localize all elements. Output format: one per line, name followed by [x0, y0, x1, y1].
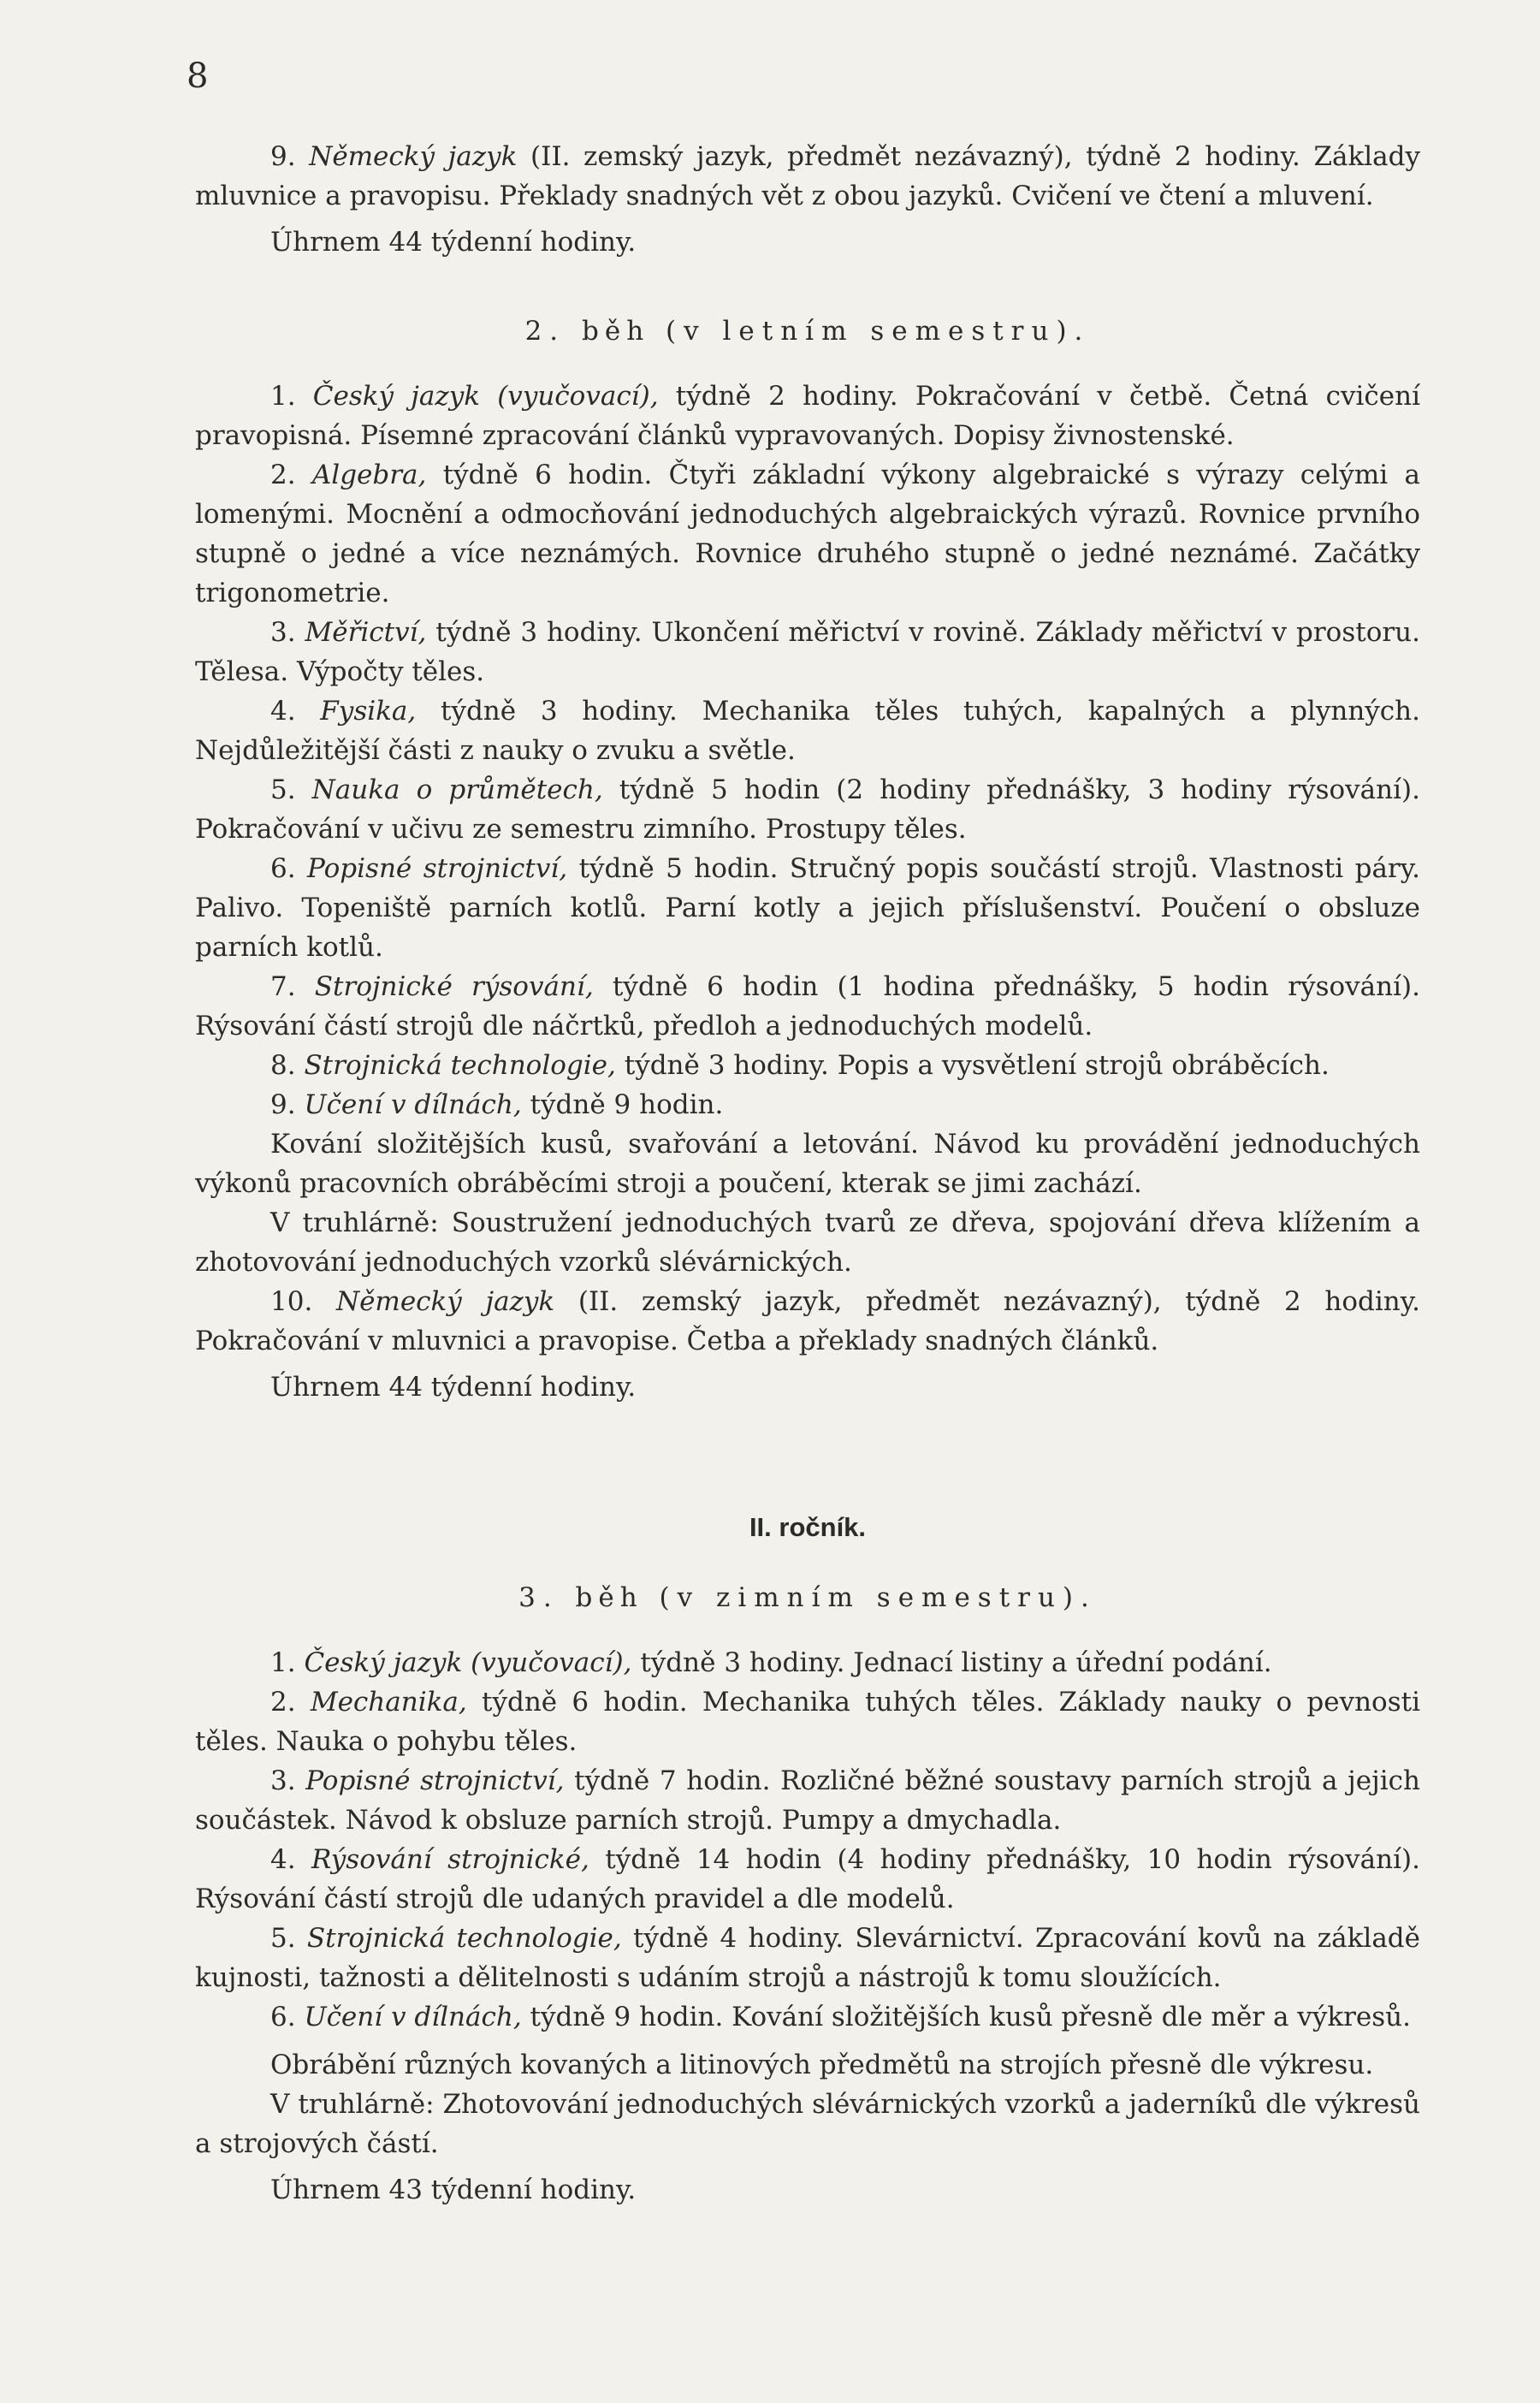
paragraph-sec2-item-2: [195, 455, 1420, 613]
paragraph-carpentry-2: V truhlárně: Zhotovování jednoduchých slévárnických vzorků a jaderníků dle výkresů a strojových částí.: [195, 2089, 1420, 2159]
subject-name: Nauka o průmětech,: [311, 774, 603, 805]
subject-name: Mechanika,: [310, 1687, 467, 1718]
subject-name: Český jazyk (vyučovací),: [312, 381, 659, 412]
item-text: týdně 7 hodin. Rozličné běžné soustavy parních strojů a jejich součástek. Návod k obsluze parních strojů. Pumpy a dmychadla.: [195, 1765, 1420, 1836]
subject-name: Učení v dílnách,: [304, 2002, 522, 2032]
item-text: týdně 6 hodin. Čtyři základní výkony algebraické s výrazy celými a lomenými. Mocnění a odmocňování jednoduchých algebraických výrazů. Rovnice prvního stupně o jedné a více neznámých. Rovnice druhého stupně o jedné neznámé. Začátky trigonometrie.: [195, 460, 1420, 608]
item-number: 7.: [270, 971, 315, 1002]
item-text: (II. zemský jazyk, předmět nezávazný), týdně 2 hodiny. Pokračování v mluvnici a pravopise. Četba a překlady snadných článků.: [195, 1286, 1421, 1356]
subject-name: Německý jazyk: [335, 1286, 555, 1317]
item-number: 8.: [270, 1050, 305, 1081]
paragraph-sec2-item-7: [195, 967, 1420, 1046]
paragraph-sec3-item-1: [195, 1643, 1420, 1682]
subject-name: Algebra,: [311, 460, 427, 490]
semester-heading-3: 3. běh (v zimním semestru).: [518, 1582, 1097, 1613]
item-text: týdně 14 hodin (4 hodiny přednášky, 10 hodin rýsování). Rýsování částí strojů dle udaných pravidel a dle modelů.: [195, 1844, 1420, 1914]
paragraph-workshop-forging: Kování složitějších kusů, svařování a letování. Návod ku provádění jednoduchých výkonů pracovních obráběcími stroji a poučení, kterak se jimi zachází.: [195, 1129, 1420, 1199]
paragraph-sec2-item-4: [195, 691, 1420, 770]
paragraph-sec2-item-3: [195, 613, 1420, 691]
subject-name: Popisné strojnictví,: [307, 853, 568, 884]
subject-name: Strojnická technologie,: [304, 1050, 616, 1081]
item-number: 1.: [270, 1647, 305, 1678]
item-number: 10.: [270, 1286, 336, 1317]
paragraph-sec2-item-5: [195, 770, 1420, 849]
item-number: 6.: [270, 2002, 305, 2032]
item-number: 4.: [270, 696, 321, 727]
item-text: týdně 9 hodin.: [521, 1089, 724, 1120]
item-text: týdně 3 hodiny. Popis a vysvětlení strojů obráběcích.: [615, 1050, 1330, 1081]
subject-name: Český jazyk (vyučovací),: [304, 1647, 632, 1678]
paragraph-sec2-item-6: [195, 849, 1420, 967]
paragraph-sec3-item-2: [195, 1682, 1420, 1761]
page-content: [195, 137, 1420, 2210]
paragraph-sec3-item-6: [195, 1997, 1420, 2037]
item-number: 5.: [270, 1923, 307, 1954]
paragraph-sec3-item-5: [195, 1919, 1420, 1997]
paragraph-sec2-item-10: [195, 1282, 1420, 1361]
paragraph-sec2-item-9: [195, 1085, 1420, 1124]
weekly-total-2: Úhrnem 44 týdenní hodiny.: [270, 1372, 637, 1403]
weekly-total-3: Úhrnem 43 týdenní hodiny.: [270, 2175, 637, 2205]
paragraph-sec2-item-8: [195, 1046, 1420, 1085]
item-text: týdně 6 hodin. Mechanika tuhých těles. Základy nauky o pevnosti těles. Nauka o pohybu těles.: [195, 1687, 1420, 1757]
item-text: týdně 5 hodin (2 hodiny přednášky, 3 hodiny rýsování). Pokračování v učivu ze semestru zimního. Prostupy těles.: [195, 774, 1420, 845]
item-number: 4.: [270, 1844, 311, 1875]
subject-name: Strojnická technologie,: [306, 1923, 622, 1954]
subject-name: Měřictví,: [305, 617, 427, 648]
paragraph-sec3-item-4: [195, 1840, 1420, 1919]
item-text: týdně 9 hodin. Kování složitějších kusů přesně dle měr a výkresů.: [521, 2002, 1412, 2032]
subject-name: Rýsování strojnické,: [311, 1844, 589, 1875]
item-text: týdně 3 hodiny. Mechanika těles tuhých, kapalných a plynných. Nejdůležitější části z nauky o zvuku a světle.: [195, 696, 1420, 766]
item-text: týdně 6 hodin (1 hodina přednášky, 5 hodin rýsování). Rýsování částí strojů dle náčrtků, předloh a jednoduchých modelů.: [195, 971, 1420, 1041]
paragraph-sec3-item-3: [195, 1761, 1420, 1840]
item-number: 1.: [270, 381, 313, 412]
subject-name: Fysika,: [320, 696, 417, 727]
item-text: týdně 4 hodiny. Slevárnictví. Zpracování kovů na základě kujnosti, tažnosti a dělitelnosti s udáním strojů a nástrojů k tomu sloužících.: [195, 1923, 1420, 1993]
year-heading: II. ročník.: [749, 1512, 867, 1542]
subject-name: Učení v dílnách,: [304, 1089, 522, 1120]
subject-name: Německý jazyk: [309, 141, 518, 172]
weekly-total-1: Úhrnem 44 týdenní hodiny.: [270, 227, 637, 258]
item-text: týdně 5 hodin. Stručný popis součástí strojů. Vlastnosti páry. Palivo. Topeniště parních kotlů. Parní kotly a jejich příslušenství. Poučení o obsluze parních kotlů.: [195, 853, 1420, 963]
item-number: 5.: [270, 774, 312, 805]
semester-heading-2: 2. běh (v letním semestru).: [524, 316, 1091, 347]
subject-name: Popisné strojnictví,: [305, 1765, 565, 1796]
paragraph-carpentry: V truhlárně: Soustružení jednoduchých tvarů ze dřeva, spojování dřeva klížením a zhotovování jednoduchých vzorků slévárnických.: [195, 1207, 1420, 1278]
item-number: 9.: [270, 1089, 305, 1120]
item-text: týdně 2 hodiny. Pokračování v četbě. Četná cvičení pravopisná. Písemné zpracování článků vypravovaných. Dopisy živnostenské.: [195, 381, 1420, 451]
item-text: týdně 3 hodiny. Jednací listiny a úřední podání.: [631, 1647, 1272, 1678]
paragraph-sec2-item-1: [195, 377, 1420, 455]
item-number: 3.: [270, 617, 305, 648]
item-number: 9.: [270, 141, 310, 172]
item-number: 6.: [270, 853, 308, 884]
item-number: 3.: [270, 1765, 306, 1796]
paragraph-sec1-item-9: [195, 137, 1420, 216]
item-text: týdně 3 hodiny. Ukončení měřictví v rovině. Základy měřictví v prostoru. Tělesa. Výpočty těles.: [195, 617, 1420, 687]
subject-name: Strojnické rýsování,: [314, 971, 594, 1002]
paragraph-machining: Obrábění různých kovaných a litinových předmětů na strojích přesně dle výkresu.: [270, 2050, 1374, 2080]
item-number: 2.: [270, 1687, 311, 1718]
page-number: 8: [187, 56, 209, 96]
item-text: (II. zemský jazyk, předmět nezávazný), týdně 2 hodiny. Základy mluvnice a pravopisu. Překlady snadných vět z obou jazyků. Cvičení ve čtení a mluvení.: [195, 141, 1421, 211]
item-number: 2.: [270, 460, 312, 490]
